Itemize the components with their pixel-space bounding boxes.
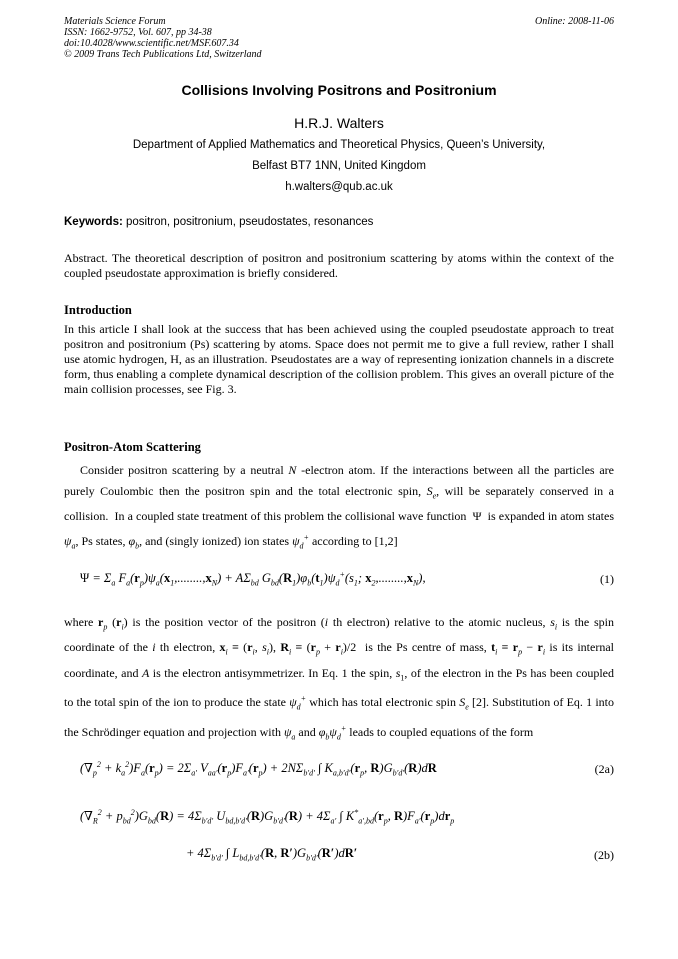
intro-text: In this article I shall look at the success that has been achieved using the coupled pseudostate approach to treat positron and positronium (Ps) scattering by atoms. Space does not permit me to give a full review, rather I shall use atomic hydrogen, H, as an illustration. Pseudostates are a way of representing ionization channels in a discrete form, thus enabling a complete dynamical description of the collision problem. This gives an overall picture of the main collision processes, see Fig. 3. xyxy=(64,322,614,396)
journal-name: Materials Science Forum xyxy=(64,16,166,27)
equation-2b-line1: $(\nabla_R^2 + p_{bd}^2)G_{bd}(R) = 4\Sigma_{b'd'}$ $U_{bd,b'd'}(R)G_{b'd'}(R) + 4\Sigma_{a'}$ ∫ $K^*_{a',bd}(r_p$, $R)F_{a'}(r_p)dr_p$ xyxy=(80,808,455,826)
author: H.R.J. Walters xyxy=(294,115,384,131)
abstract: Abstract. The theoretical description of positron and positronium scattering by atoms within the context of the coupled pseudostate approximation is briefly considered. xyxy=(64,251,614,280)
copyright: © 2009 Trans Tech Publications Ltd, Switzerland xyxy=(64,49,262,60)
issn: ISSN: 1662-9752, Vol. 607, pp 34-38 xyxy=(64,27,212,38)
equation-2a-number: (2a) xyxy=(594,762,614,776)
email[interactable]: h.walters@qub.ac.uk xyxy=(285,181,393,193)
equation-2b-line2: + $4\Sigma_{b'd'}$ ∫ $L_{bd,b'd'}(R$, $R')G_{b'd'}(R')dR'$ xyxy=(186,846,358,863)
paper-title: Collisions Involving Positrons and Positronium xyxy=(181,82,497,98)
online-date: Online: 2008-11-06 xyxy=(535,16,614,27)
journal-header xyxy=(64,16,262,60)
section-paragraph-1: Consider positron scattering by a neutral N -electron atom. If the interactions between all the particles are purely Coulombic then the positron spin and the total electronic spin, $S_e$, will be separately conserved in a collision. In a coupled state treatment of this problem the collisional wave function Ψ is expanded in atom states $\psi_a$, Ps states, $\varphi_b$, and (singly ionized) ion states $\psi_d^+$ according to [1,2] xyxy=(64,463,614,551)
keywords-label: Keywords: xyxy=(64,216,123,228)
doi: doi:10.4028/www.scientific.net/MSF.607.34 xyxy=(64,38,239,49)
equation-2b-number: (2b) xyxy=(594,848,614,862)
section-heading: Positron-Atom Scattering xyxy=(64,440,201,454)
equation-2a: $(\nabla_p^2 + k_a^2)F_a(r_p) = 2\Sigma_{a'}$ $V_{aa'}(r_p)F_{a'}(r_p) + 2N\Sigma_{b'd'}$ ∫ $K_{a,b'd'}(r_p$, $R)G_{b'd'}(R)dR$ xyxy=(80,760,437,778)
equation-1-number: (1) xyxy=(600,572,614,586)
section-paragraph-2: where $r_p$ $(r_i)$ is the position vector of the positron (i th electron) relative to the atomic nucleus, $s_i$ is the spin coordinate of the i th electron, $x_i \equiv (r_i$, $s_i$), $R_i \equiv (r_p + r_i)/2$ is the Ps centre of mass, $t_i \equiv r_p - r_i$ is its internal coordinate, and A is the electron antisymmetrizer. In Eq. 1 the spin, $s_1$, of the electron in the Ps has been coupled to the total spin of the ion to produce the state $\psi_d^+$ which has total electronic spin $S_e$ [2]. Substitution of Eq. 1 into the Schrödinger equation and projection with $\psi_a$ and $\varphi_b\psi_d^+$ leads to coupled equations of the form xyxy=(64,615,615,741)
keywords xyxy=(64,216,373,228)
affiliation-line1: Department of Applied Mathematics and Theoretical Physics, Queen’s University, xyxy=(132,139,546,151)
keywords-list: positron, positronium, pseudostates, resonances xyxy=(122,216,374,228)
equation-1: $\Psi = \Sigma_a$ $F_a(r_p)\psi_a(x_1,........,x_N) + A\Sigma_{bd}$ $G_{bd}(R_1)\varphi_b(t_1)\psi_d^+(s_1$; $x_2,........,x_N$), xyxy=(80,570,426,588)
intro-heading: Introduction xyxy=(64,303,132,317)
affiliation-line2: Belfast BT7 1NN, United Kingdom xyxy=(252,160,426,172)
